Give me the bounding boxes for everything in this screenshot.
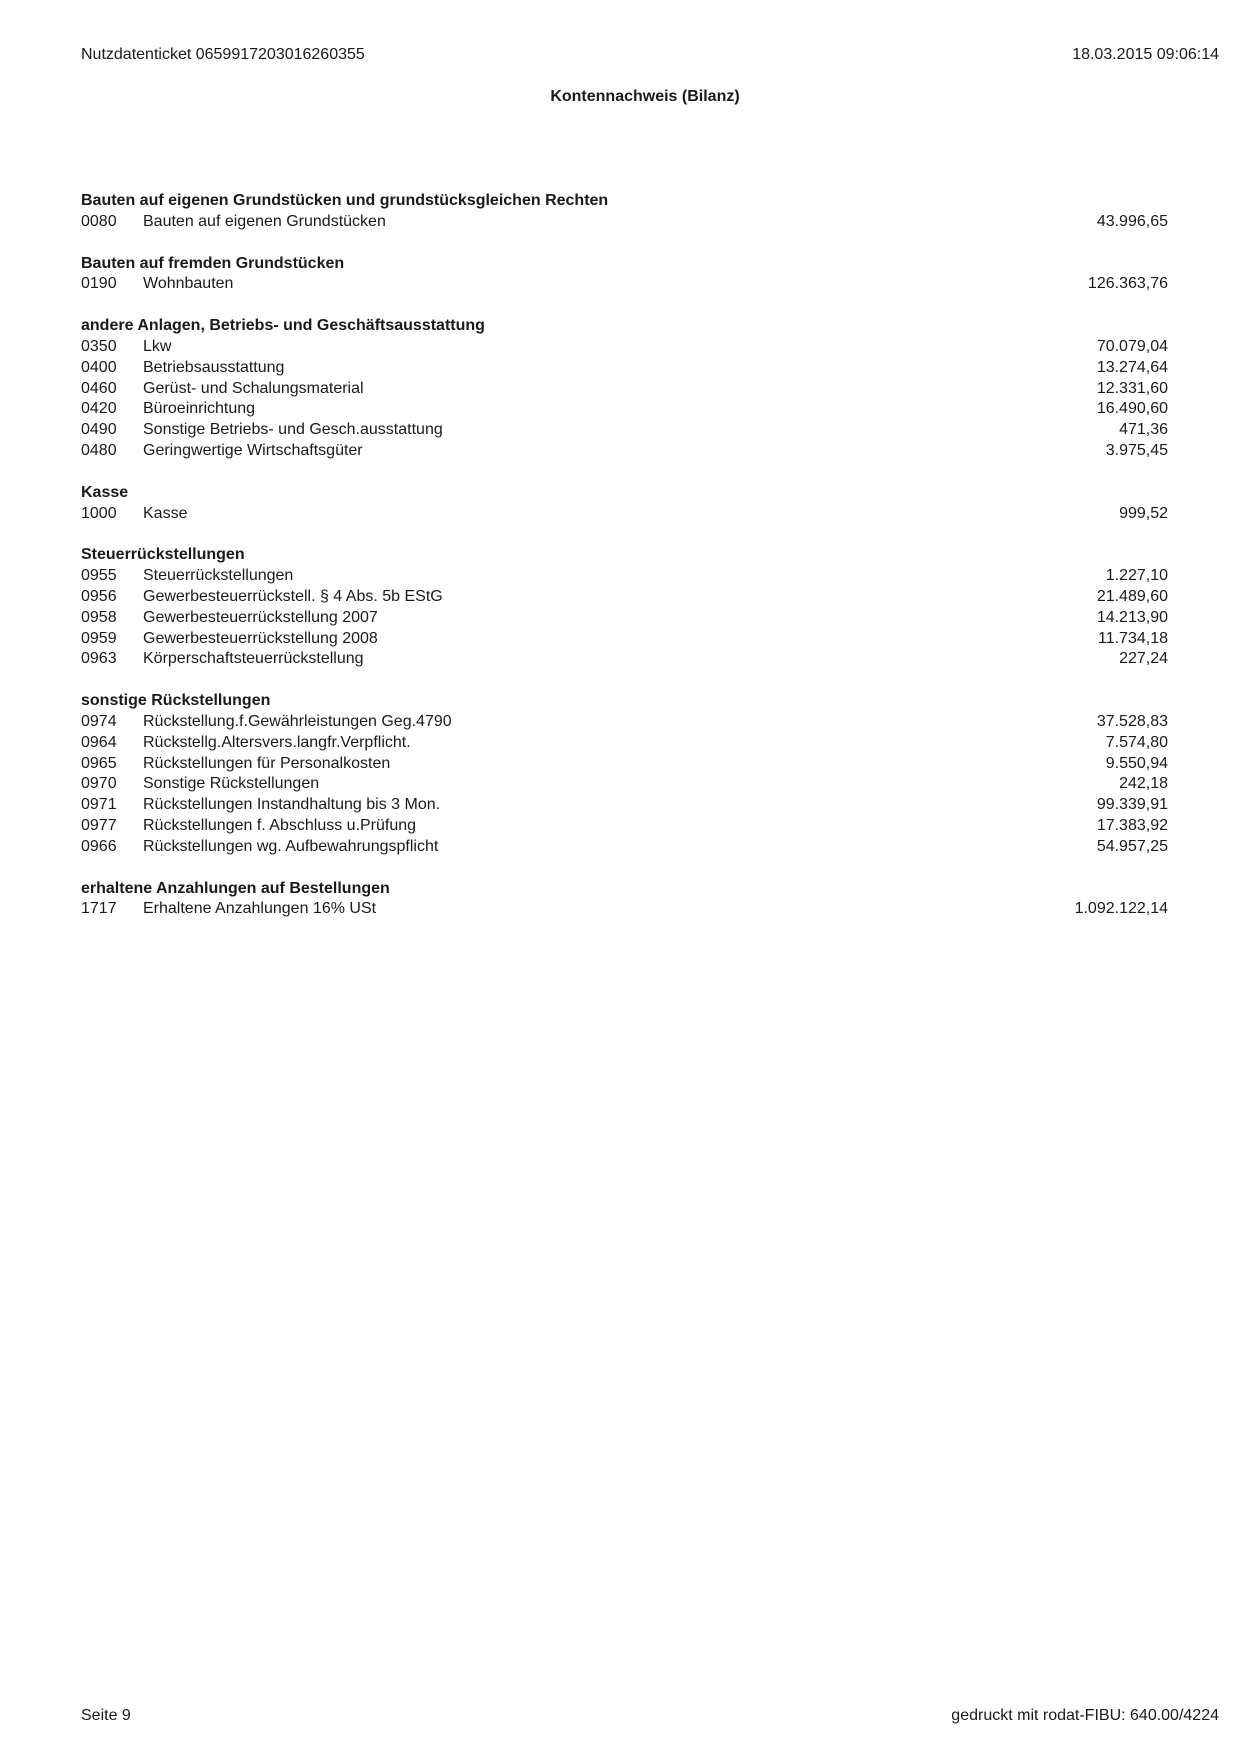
account-description: Gewerbesteuerrückstellung 2008 — [143, 629, 378, 647]
account-number: 0974 — [81, 712, 117, 730]
account-description: Körperschaftsteuerrückstellung — [143, 650, 364, 668]
section-title: sonstige Rückstellungen — [81, 692, 271, 710]
account-number: 0420 — [81, 400, 117, 418]
account-description: Gewerbesteuerrückstellung 2007 — [143, 608, 378, 626]
account-amount: 70.079,04 — [1096, 337, 1168, 355]
account-description: Betriebsausstattung — [143, 358, 285, 376]
account-description: Erhaltene Anzahlungen 16% USt — [143, 900, 377, 918]
account-amount: 17.383,92 — [1096, 816, 1168, 834]
page-title: Kontennachweis (Bilanz) — [550, 88, 740, 105]
account-number: 0959 — [81, 629, 117, 647]
account-number: 0190 — [81, 275, 117, 293]
account-section — [81, 191, 1168, 233]
section-title: erhaltene Anzahlungen auf Bestellungen — [81, 879, 390, 897]
account-description: Lkw — [143, 337, 172, 355]
account-description: Rückstellungen wg. Aufbewahrungspflicht — [143, 837, 439, 855]
print-timestamp: 18.03.2015 09:06:14 — [1072, 46, 1219, 63]
account-row — [81, 587, 1168, 608]
account-description: Büroeinrichtung — [143, 400, 256, 418]
account-row — [81, 441, 1168, 462]
account-amount: 21.489,60 — [1096, 587, 1168, 605]
account-amount: 3.975,45 — [1105, 441, 1168, 459]
account-number: 0080 — [81, 212, 117, 230]
account-number: 0490 — [81, 421, 117, 439]
account-amount: 999,52 — [1119, 504, 1168, 522]
account-row — [81, 608, 1168, 629]
account-row — [81, 379, 1168, 400]
account-section — [81, 879, 1168, 921]
account-description: Rückstellungen für Personalkosten — [143, 754, 391, 772]
account-number: 0400 — [81, 358, 117, 376]
account-number: 0966 — [81, 837, 117, 855]
account-amount: 11.734,18 — [1098, 629, 1168, 647]
account-number: 0955 — [81, 567, 117, 585]
account-row — [81, 399, 1168, 420]
section-title: andere Anlagen, Betriebs- und Geschäftsausstattung — [81, 317, 485, 335]
account-description: Kasse — [143, 504, 188, 522]
account-number: 0977 — [81, 816, 117, 834]
account-description: Gewerbesteuerrückstell. § 4 Abs. 5b EStG — [143, 587, 443, 605]
account-section — [81, 254, 1168, 296]
account-section — [81, 483, 1168, 525]
account-number: 0958 — [81, 608, 117, 626]
account-description: Steuerrückstellungen — [143, 567, 294, 585]
account-number: 0970 — [81, 775, 117, 793]
account-number: 1000 — [81, 504, 117, 522]
account-row — [81, 337, 1168, 358]
page-number: Seite 9 — [81, 1707, 131, 1724]
account-number: 0963 — [81, 650, 117, 668]
account-amount: 7.574,80 — [1105, 733, 1168, 751]
account-amount: 227,24 — [1119, 650, 1168, 668]
account-description: Sonstige Betriebs- und Gesch.ausstattung — [143, 421, 443, 439]
account-number: 0971 — [81, 796, 117, 814]
account-amount: 9.550,94 — [1105, 754, 1168, 772]
account-amount: 14.213,90 — [1096, 608, 1168, 626]
account-amount: 1.227,10 — [1105, 567, 1168, 585]
account-description: Rückstellung.f.Gewährleistungen Geg.4790 — [143, 712, 452, 730]
account-amount: 43.996,65 — [1096, 212, 1168, 230]
account-row — [81, 629, 1168, 650]
printed-by-note: gedruckt mit rodat-FIBU: 640.00/4224 — [951, 1707, 1219, 1724]
account-amount: 1.092.122,14 — [1074, 900, 1168, 918]
account-row — [81, 274, 1168, 295]
account-row — [81, 733, 1168, 754]
account-row — [81, 899, 1168, 920]
account-number: 0965 — [81, 754, 117, 772]
account-description: Rückstellungen f. Abschluss u.Prüfung — [143, 816, 417, 834]
account-amount: 13.274,64 — [1096, 358, 1168, 376]
account-amount: 242,18 — [1119, 775, 1168, 793]
account-amount: 12.331,60 — [1096, 379, 1168, 397]
account-number: 0350 — [81, 337, 117, 355]
account-row — [81, 358, 1168, 379]
account-row — [81, 774, 1168, 795]
account-amount: 471,36 — [1119, 421, 1168, 439]
account-description: Wohnbauten — [143, 275, 234, 293]
account-listing — [81, 191, 1168, 941]
account-row — [81, 816, 1168, 837]
account-description: Bauten auf eigenen Grundstücken — [143, 212, 386, 230]
account-amount: 16.490,60 — [1096, 400, 1168, 418]
account-description: Rückstellungen Instandhaltung bis 3 Mon. — [143, 796, 441, 814]
section-title: Kasse — [81, 483, 129, 501]
account-row — [81, 504, 1168, 525]
account-row — [81, 754, 1168, 775]
ticket-number: Nutzdatenticket 0659917203016260355 — [81, 46, 365, 63]
account-number: 0964 — [81, 733, 117, 751]
account-row — [81, 712, 1168, 733]
account-row — [81, 837, 1168, 858]
account-number: 0480 — [81, 441, 117, 459]
account-row — [81, 566, 1168, 587]
section-title: Bauten auf fremden Grundstücken — [81, 254, 345, 272]
account-number: 1717 — [81, 900, 117, 918]
account-row — [81, 649, 1168, 670]
account-section — [81, 545, 1168, 670]
account-amount: 126.363,76 — [1087, 275, 1168, 293]
account-description: Rückstellg.Altersvers.langfr.Verpflicht. — [143, 733, 411, 751]
account-row — [81, 212, 1168, 233]
account-amount: 54.957,25 — [1096, 837, 1168, 855]
account-description: Geringwertige Wirtschaftsgüter — [143, 441, 363, 459]
section-title: Bauten auf eigenen Grundstücken und grundstücksgleichen Rechten — [81, 192, 609, 209]
account-number: 0956 — [81, 587, 117, 605]
account-description: Gerüst- und Schalungsmaterial — [143, 379, 364, 397]
account-description: Sonstige Rückstellungen — [143, 775, 320, 793]
account-section — [81, 691, 1168, 857]
account-amount: 37.528,83 — [1096, 712, 1168, 730]
account-section — [81, 316, 1168, 462]
account-number: 0460 — [81, 379, 117, 397]
section-title: Steuerrückstellungen — [81, 546, 245, 564]
account-row — [81, 420, 1168, 441]
account-amount: 99.339,91 — [1096, 796, 1168, 814]
account-row — [81, 795, 1168, 816]
